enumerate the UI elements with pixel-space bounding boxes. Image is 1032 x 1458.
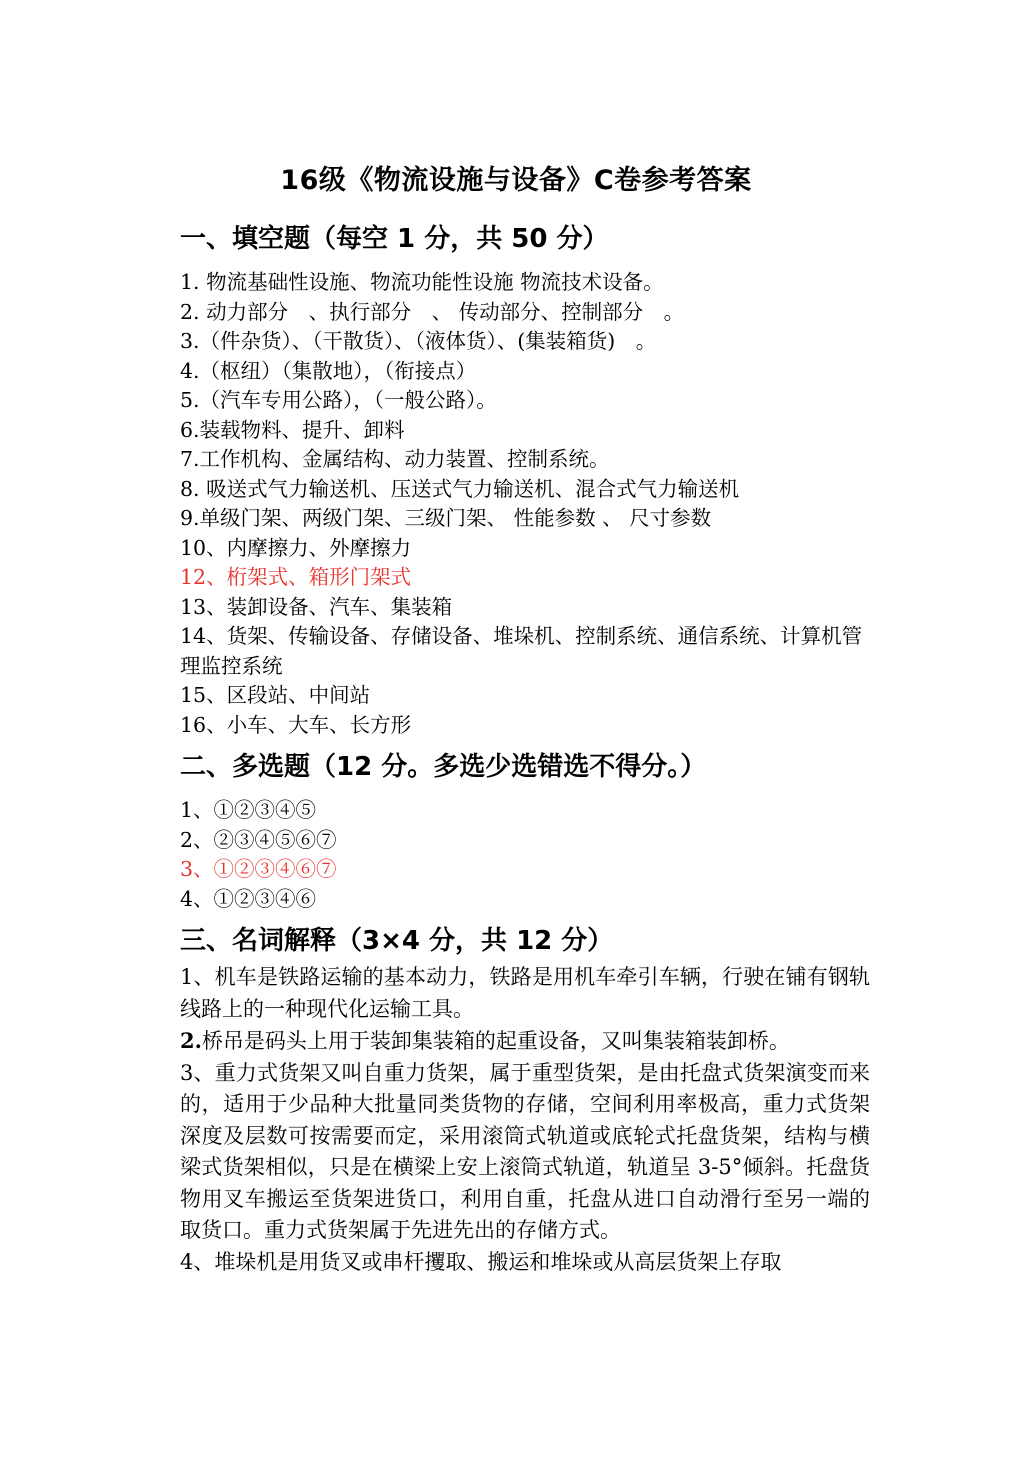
- list-item-highlighted: 12、桁架式、箱形门架式: [180, 565, 412, 589]
- definition-text: 1、机车是铁路运输的基本动力，铁路是用机车牵引车辆，行驶在铺有钢轨线路上的一种现代化运输工具。: [180, 965, 870, 1021]
- definition-number: 2.: [180, 1028, 202, 1053]
- list-item: 13、装卸设备、汽车、集装箱: [180, 594, 453, 619]
- list-item: 6.装载物料、提升、卸料: [180, 417, 405, 442]
- list-item: 8. 吸送式气力输送机、压送式气力输送机、混合式气力输送机: [180, 476, 740, 501]
- fill-blank-answers: [180, 268, 870, 740]
- definition-item: [180, 1025, 870, 1058]
- list-item: 4、①②③④⑥: [180, 886, 317, 911]
- definition-item: [180, 962, 870, 1025]
- content: [180, 218, 870, 1278]
- list-item: 4.（枢纽）（集散地），（衔接点）: [180, 358, 477, 383]
- list-item: 16、小车、大车、长方形: [180, 712, 412, 737]
- multiple-choice-answers: [180, 796, 870, 914]
- list-item: 2、②③④⑤⑥⑦: [180, 827, 337, 852]
- list-item: 1. 物流基础性设施、物流功能性设施 物流技术设备。: [180, 270, 664, 294]
- definition-item: [180, 1058, 870, 1247]
- definition-text: 桥吊是码头上用于装卸集装箱的起重设备，又叫集装箱装卸桥。: [201, 1029, 790, 1053]
- term-definitions: [180, 962, 870, 1278]
- section-heading-fill-blank: 一、填空题（每空 1 分，共 50 分）: [180, 224, 609, 254]
- definition-text: 3、重力式货架又叫自重力货架，属于重型货架，是由托盘式货架演变而来的，适用于少品种大批量同类货物的存储，空间利用率极高，重力式货架深度及层数可按需要而定，采用滚筒式轨道或底轮式托盘货架，结构与横梁式货架相似，只是在横梁上安上滚筒式轨道，轨道呈 3-5°倾斜。托盘货物用叉车搬运至货架进货口，利用自重，托盘从进口自动滑行至另一端的取货口。重力式货架属于先进先出的存储方式。: [180, 1060, 870, 1242]
- definition-item: [180, 1247, 870, 1279]
- list-item: 5.（汽车专用公路），（一般公路）。: [180, 388, 497, 412]
- list-item: 14、货架、传输设备、存储设备、堆垛机、控制系统、通信系统、计算机管理监控系统: [180, 624, 863, 678]
- definition-text: 4、堆垛机是用货叉或串杆攫取、搬运和堆垛或从高层货架上存取: [180, 1249, 782, 1274]
- section-heading-term-definitions: 三、名词解释（3×4 分，共 12 分）: [180, 926, 614, 956]
- list-item: 9.单级门架、两级门架、三级门架、 性能参数 、 尺寸参数: [180, 506, 712, 530]
- list-item: 15、区段站、中间站: [180, 683, 371, 707]
- list-item: 2. 动力部分 、执行部分 、 传动部分、控制部分 。: [180, 299, 685, 324]
- list-item: 1、①②③④⑤: [180, 798, 317, 822]
- section-heading-multiple-choice: 二、多选题（12 分。多选少选错选不得分。）: [180, 752, 707, 782]
- page-title: 16级《物流设施与设备》C卷参考答案: [280, 165, 752, 196]
- list-item-highlighted: 3、①②③④⑥⑦: [180, 857, 337, 881]
- list-item: 3.（件杂货）、（干散货）、（液体货）、(集装箱货) 。: [180, 329, 657, 353]
- list-item: 10、内摩擦力、外摩擦力: [180, 535, 412, 560]
- list-item: 7.工作机构、金属结构、动力装置、控制系统。: [180, 447, 610, 471]
